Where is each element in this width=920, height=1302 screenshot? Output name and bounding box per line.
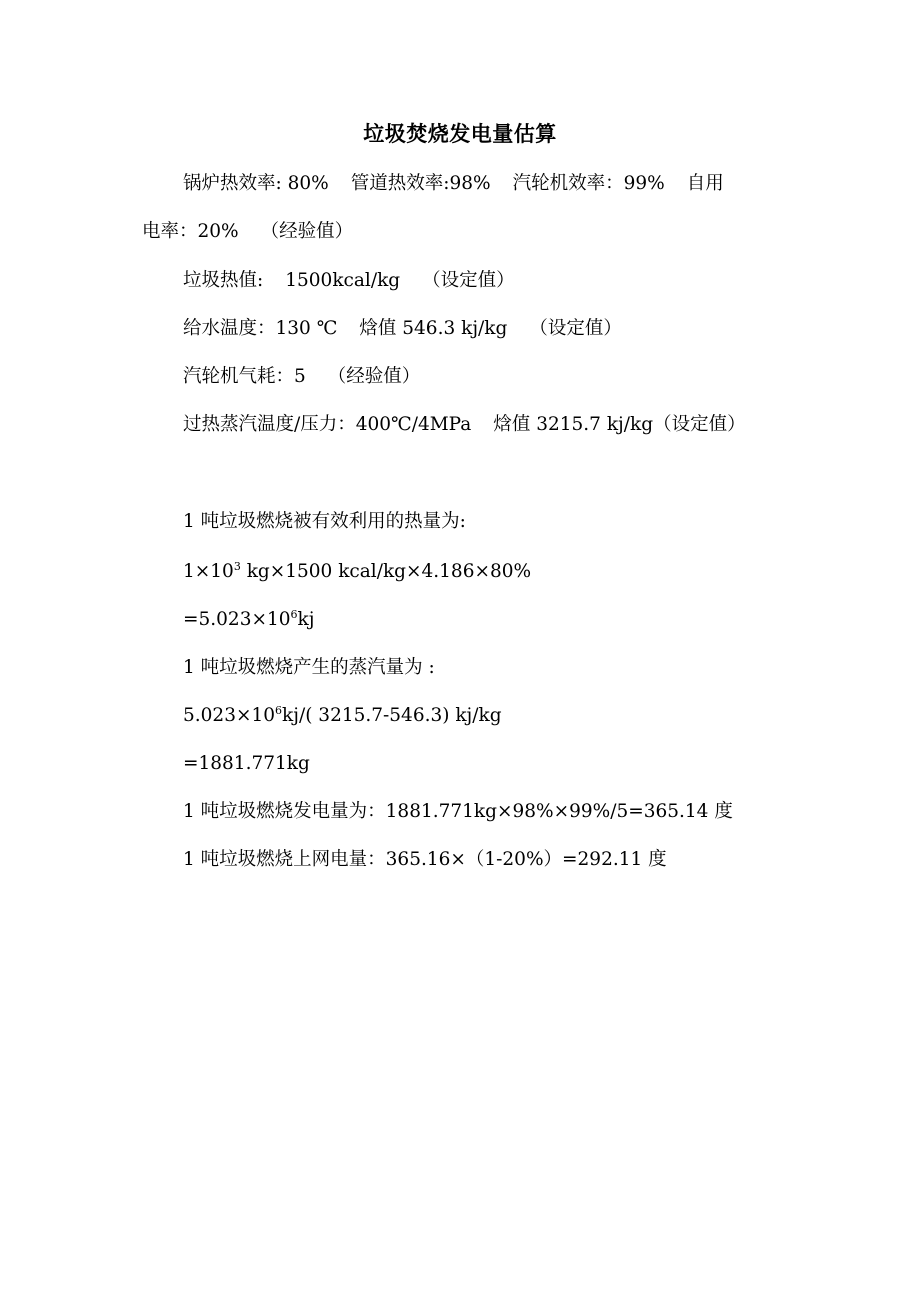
feedwater-line	[183, 316, 622, 342]
superheat-params: 过热蒸汽温度/压力：400℃/4MPa	[183, 414, 472, 435]
steam-rate-note: （经验值）	[327, 366, 421, 387]
document-title: 垃圾焚烧发电量估算	[363, 121, 557, 146]
formula-part: kj/( 3215.7-546.3) kj/kg	[282, 705, 502, 726]
steam-calc-result: =1881.771kg	[183, 753, 310, 774]
result-exponent: 6	[290, 608, 298, 621]
power-calc: 1 吨垃圾燃烧发电量为：1881.771kg×98%×99%/5=365.14 度	[183, 801, 733, 822]
heat-calc-result	[183, 607, 314, 633]
pipe-efficiency: 管道热效率:98%	[350, 173, 491, 194]
feedwater-enthalpy: 焓值 546.3 kj/kg	[359, 318, 508, 339]
formula-part: 5.023×10	[183, 705, 276, 726]
heat-calc-title: 1 吨垃圾燃烧被有效利用的热量为:	[183, 511, 466, 532]
turbine-efficiency: 汽轮机效率：99%	[512, 173, 665, 194]
formula-part: 1×10	[183, 561, 234, 582]
heat-value-line	[183, 268, 515, 294]
feedwater-note: （设定值）	[529, 318, 622, 339]
superheat-enthalpy: 焓值 3215.7 kj/kg（设定值）	[493, 414, 746, 435]
boiler-efficiency: 锅炉热效率: 80%	[183, 173, 329, 194]
result-part: kj	[297, 609, 315, 630]
steam-calc-title: 1 吨垃圾燃烧产生的蒸汽量为 :	[183, 657, 435, 678]
formula-exponent: 3	[233, 560, 241, 573]
superheat-line	[183, 412, 746, 438]
formula-part: kg×1500 kcal/kg×4.186×80%	[240, 561, 532, 582]
self-use-note: （经验值）	[260, 221, 354, 242]
steam-rate: 汽轮机气耗：5	[183, 366, 306, 387]
heat-calc-formula	[183, 559, 531, 585]
steam-rate-line	[183, 364, 420, 390]
formula-exponent: 6	[275, 704, 283, 717]
result-part: =5.023×10	[183, 609, 291, 630]
efficiency-line	[183, 171, 724, 197]
feedwater-temp: 给水温度：130 ℃	[183, 318, 338, 339]
self-use-rate: 电率：20%	[142, 221, 239, 242]
heat-value-label: 垃圾热值:	[183, 270, 264, 291]
heat-value-number: 1500kcal/kg	[285, 270, 401, 291]
self-use-label-start: 自用	[686, 173, 724, 194]
steam-calc-formula	[183, 703, 502, 729]
heat-value-note: （设定值）	[422, 270, 515, 291]
self-use-line	[142, 219, 353, 245]
grid-power-calc: 1 吨垃圾燃烧上网电量：365.16×（1-20%）=292.11 度	[183, 849, 667, 870]
